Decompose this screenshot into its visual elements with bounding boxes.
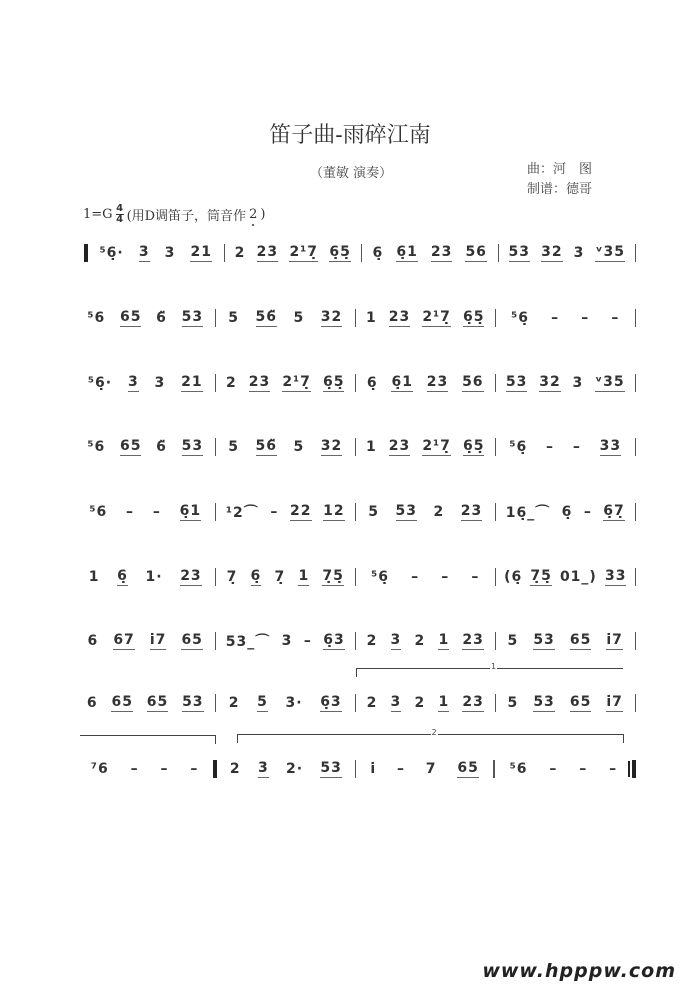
note: 2 (234, 245, 246, 261)
score-system (80, 432, 640, 462)
barline (493, 760, 495, 778)
note: 6̣5̣ (322, 374, 345, 390)
barline (635, 438, 637, 456)
barline (495, 309, 497, 327)
barline (215, 309, 217, 327)
note: ⁷6 (90, 761, 109, 777)
note: 3· (285, 695, 303, 711)
note: 2 (366, 695, 378, 711)
note: 2· (285, 761, 304, 777)
note: 2¹7̣ (289, 244, 319, 260)
score-system (80, 688, 640, 718)
note: 53 (505, 374, 528, 390)
note: 1 (438, 632, 450, 648)
note: 23 (388, 309, 411, 325)
note: 6̣1 (179, 503, 202, 519)
note: 6̣1 (396, 244, 418, 260)
note: 65 (119, 309, 142, 325)
note: i̇7 (149, 632, 167, 648)
note: ¹2⌒ (225, 505, 259, 521)
note: 2 (228, 695, 240, 711)
time-numerator: 4 (116, 203, 124, 214)
note: – (397, 761, 405, 777)
barline (635, 503, 637, 521)
instrument-note-pitch: 2 (249, 207, 258, 222)
note: 2 (414, 633, 426, 649)
note: – (572, 439, 581, 455)
note: 23 (460, 503, 483, 519)
barline (495, 632, 497, 650)
barline (215, 503, 217, 521)
measure (220, 502, 351, 522)
measure (220, 374, 351, 392)
note: 2 (433, 504, 445, 520)
measure (80, 374, 211, 392)
barline (355, 568, 357, 586)
note: 1 (366, 439, 377, 455)
note: – (270, 504, 279, 520)
barline (495, 694, 497, 712)
note: – (581, 310, 590, 326)
barline (361, 244, 363, 262)
note: (6̣ (504, 569, 523, 585)
measure (500, 502, 631, 522)
note: 6 (87, 633, 99, 649)
note: 5 (228, 310, 239, 326)
barline (495, 503, 497, 521)
note: – (579, 761, 588, 777)
note: 16̣_⌒ (505, 505, 551, 521)
note: ᵛ35 (595, 244, 625, 260)
measure (220, 438, 351, 456)
note: 2 (229, 761, 241, 777)
volta-bracket (356, 662, 623, 677)
note: – (549, 761, 558, 777)
note: ⁵6 (87, 439, 106, 455)
note: 21 (190, 244, 212, 260)
note: ⁵6̣· (87, 375, 113, 391)
note: 6̈ (156, 310, 167, 326)
note: 6̣3 (323, 632, 345, 648)
measure (80, 568, 211, 586)
note: 53_⌒ (225, 634, 271, 650)
credits (527, 160, 592, 200)
measure (80, 761, 209, 777)
repeat-end-barline (213, 760, 217, 778)
measure (220, 694, 351, 712)
note: 65 (569, 694, 592, 710)
score-system (80, 754, 640, 784)
measure (360, 632, 491, 650)
note: ⁵6 (87, 310, 106, 326)
note: ⁵6 (509, 761, 528, 777)
note: 53 (508, 244, 531, 260)
note: 5 (228, 439, 239, 455)
measure (360, 438, 491, 456)
note: 01_) (559, 569, 597, 585)
measure (500, 694, 631, 712)
measure (366, 244, 494, 262)
note: 5 (368, 504, 379, 520)
barline (635, 309, 637, 327)
note: 65 (111, 694, 133, 710)
note: 65 (181, 632, 203, 648)
note: ᵛ35 (595, 374, 625, 390)
note: 7̣ (274, 569, 286, 585)
note: 6̣ (561, 504, 573, 520)
note: – (303, 633, 312, 649)
barline (355, 632, 357, 650)
volta-bracket (237, 728, 624, 743)
barline (635, 632, 637, 650)
composer-label: 曲：河 图 (527, 162, 593, 177)
barline (355, 309, 357, 327)
note: 7̣5̣ (530, 568, 552, 584)
note: ⁵6̣ (511, 310, 529, 326)
note: 3 (257, 760, 269, 776)
note: 3 (281, 633, 293, 649)
note: – (609, 761, 618, 777)
key-signature-line (83, 204, 265, 225)
measure (80, 503, 211, 521)
note: 56̈ (255, 438, 277, 454)
repeat-start-barline (84, 244, 88, 262)
note: – (152, 504, 161, 520)
note: 5 (293, 439, 305, 455)
key-label: 1=G (83, 207, 113, 222)
note: ⁵6̣· (99, 245, 124, 261)
note: – (551, 310, 560, 326)
note: 3 (390, 632, 402, 648)
note: 65 (457, 760, 479, 776)
instrument-note-suffix: ) (260, 207, 266, 222)
time-denominator: 4 (116, 214, 124, 225)
measure (360, 503, 491, 521)
note: 1 (298, 568, 310, 584)
score-system (80, 497, 640, 527)
volta-bracket (80, 735, 216, 744)
measure (499, 761, 628, 777)
barline (495, 438, 497, 456)
measure (220, 309, 351, 327)
score-system (80, 238, 640, 268)
note: 7̣5̣ (322, 568, 344, 584)
note: 33 (604, 568, 627, 584)
measure (220, 631, 351, 651)
note: 23 (462, 694, 484, 710)
note: 56 (462, 374, 484, 390)
note: 6̣ (372, 245, 384, 261)
note: 23 (430, 244, 453, 260)
barline (355, 694, 357, 712)
score-system (80, 562, 640, 592)
measure (500, 374, 631, 392)
note: – (160, 761, 169, 777)
note: 67 (113, 632, 135, 648)
measure (360, 309, 491, 327)
note: – (130, 761, 139, 777)
barline (215, 694, 217, 712)
note: 2¹7̣ (422, 438, 451, 454)
barline (215, 374, 217, 392)
note: – (190, 761, 199, 777)
note: 3 (127, 374, 139, 390)
transcriber-label: 制谱：德哥 (527, 182, 593, 197)
note: 5 (293, 310, 305, 326)
note: 21 (181, 374, 203, 390)
note: 53 (182, 694, 204, 710)
measure (80, 694, 211, 712)
measure (229, 244, 357, 262)
note: 6 (86, 695, 98, 711)
measure (500, 438, 631, 456)
note: 3 (164, 245, 176, 261)
note: 23 (388, 438, 411, 454)
volta-label: 1 (491, 662, 497, 671)
note: 32 (320, 309, 343, 325)
note: 5 (507, 695, 519, 711)
measure (500, 310, 631, 326)
note: 3 (138, 244, 150, 260)
note: 2¹7̣ (422, 309, 451, 325)
score-system (80, 626, 640, 656)
measure (360, 569, 491, 585)
score-system (80, 303, 640, 333)
barline (635, 244, 637, 262)
final-barline (632, 760, 636, 778)
note: 3 (572, 375, 584, 391)
note: 1 (88, 569, 100, 585)
measure (360, 760, 489, 778)
note: – (583, 504, 592, 520)
measure (80, 438, 211, 456)
time-signature (116, 204, 124, 225)
measure (500, 568, 631, 586)
note: 6̣ (366, 375, 378, 391)
note: 1 (366, 310, 377, 326)
barline (635, 568, 637, 586)
note: 2 (366, 633, 378, 649)
note: – (611, 310, 620, 326)
note: 65 (569, 632, 592, 648)
barline (498, 244, 500, 262)
note: 56 (465, 244, 487, 260)
performer-label: （董敏 演奏） (310, 166, 393, 181)
barline (495, 374, 497, 392)
note: 23 (256, 244, 279, 260)
measure (80, 632, 211, 650)
volta-label: 2 (431, 728, 437, 737)
note: 7 (425, 761, 437, 777)
barline (635, 694, 637, 712)
barline (495, 568, 497, 586)
barline (215, 438, 217, 456)
note: 2 (226, 375, 237, 391)
barline (355, 438, 357, 456)
note: 53 (320, 760, 342, 776)
note: 6̣5̣ (462, 309, 485, 325)
barline (355, 760, 357, 778)
note: 56̈ (255, 309, 277, 325)
note: 2¹7̣ (282, 374, 311, 390)
note: 23 (462, 632, 484, 648)
measure (80, 309, 211, 327)
note: 6̈ (156, 439, 167, 455)
note: i̇7 (606, 694, 623, 710)
measure (360, 374, 491, 392)
note: 23 (180, 568, 202, 584)
note: 12 (323, 503, 345, 519)
note: 53 (533, 694, 555, 710)
note: 6̣ (117, 568, 128, 584)
note: 53 (181, 438, 204, 454)
note: 65 (146, 694, 169, 710)
note: 33 (599, 438, 622, 454)
measure (503, 244, 631, 262)
note: 3 (573, 245, 585, 261)
barline (215, 568, 217, 586)
measure (500, 632, 631, 650)
note: 2 (414, 695, 426, 711)
note: 5 (507, 633, 519, 649)
note: 6̣5̣ (462, 438, 485, 454)
barline (215, 632, 217, 650)
note: 32 (541, 244, 563, 260)
measure (360, 694, 491, 712)
note: 53 (181, 309, 204, 325)
measure (220, 568, 351, 586)
note: ⁵6̣ (371, 569, 389, 585)
note: 6̣3 (320, 694, 342, 710)
note: i̇ (370, 761, 377, 777)
note: 6̣1 (391, 374, 413, 390)
barline (635, 374, 637, 392)
note: 1 (438, 694, 450, 710)
barline (355, 503, 357, 521)
note: 5 (257, 694, 268, 710)
score-title: 笛子曲-雨碎江南 (269, 123, 431, 148)
note: – (471, 569, 480, 585)
note: 23 (248, 374, 271, 390)
note: 53 (395, 503, 417, 519)
note: – (126, 504, 135, 520)
measure (92, 244, 220, 262)
note: ⁵6̣ (509, 439, 528, 455)
note: 6̣7̣ (603, 503, 625, 519)
note: – (441, 569, 450, 585)
note: – (411, 569, 420, 585)
note: 32 (539, 374, 561, 390)
note: 32 (320, 438, 343, 454)
instrument-note-prefix: (用D调笛子，筒音作 (126, 209, 247, 224)
note: 22 (290, 503, 312, 519)
watermark: www.hpppw.com (482, 960, 676, 982)
note: – (546, 439, 555, 455)
note: 1· (145, 569, 163, 585)
note: 23 (426, 374, 449, 390)
note: 6̣ (250, 568, 262, 584)
note: 65 (119, 438, 142, 454)
score-system (80, 368, 640, 398)
note: i̇7 (606, 632, 623, 648)
note: 7̣ (226, 569, 238, 585)
note: 3 (390, 694, 402, 710)
note: ⁵6 (89, 504, 108, 520)
note: 53 (533, 632, 555, 648)
note: 6̣5̣ (329, 244, 351, 260)
measure (221, 760, 350, 778)
note: 3 (154, 375, 166, 391)
barline (355, 374, 357, 392)
barline (224, 244, 226, 262)
